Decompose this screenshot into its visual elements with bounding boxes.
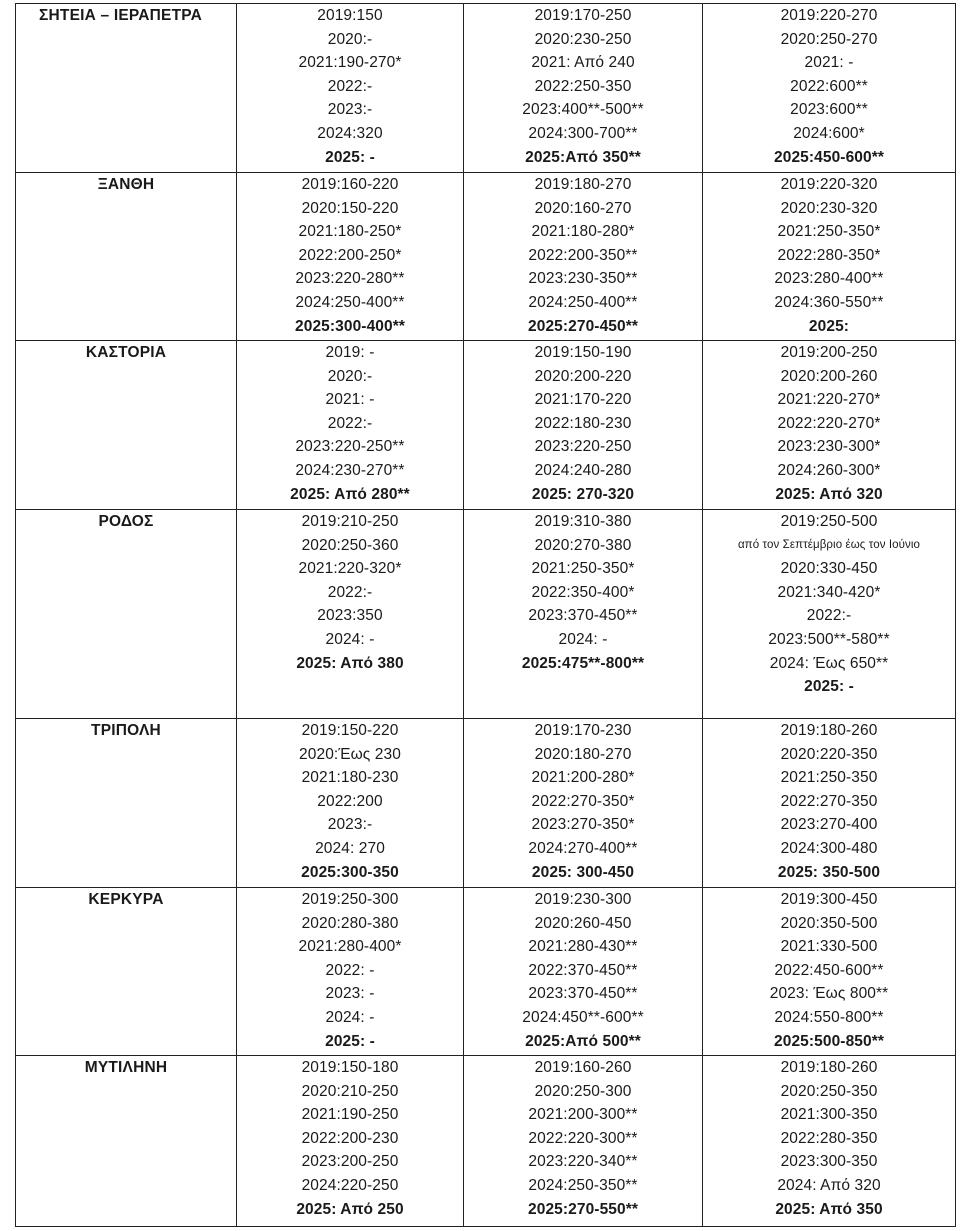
price-line: 2022:- <box>327 77 373 95</box>
price-line: 2024:600* <box>793 124 865 142</box>
price-line: 2019:250-500 <box>780 513 878 530</box>
price-line: 2020:230-250 <box>534 30 632 48</box>
price-line: 2024: Έως 650** <box>769 654 889 672</box>
price-line-2025: 2025: Από 350 <box>775 1200 883 1218</box>
table-row <box>16 341 956 510</box>
price-line-2025: 2025:450-600** <box>774 148 884 166</box>
price-line: 2019:180-260 <box>780 722 878 739</box>
price-line: 2023:300-350 <box>780 1153 878 1171</box>
price-line: 2024:220-250 <box>301 1176 399 1194</box>
price-cell <box>703 888 956 1056</box>
price-line: 2021: Από 240 <box>531 54 635 72</box>
price-line: 2019:180-260 <box>780 1059 878 1076</box>
price-cell <box>237 510 464 719</box>
price-line: 2019:180-270 <box>534 176 632 193</box>
price-line: 2019:150 <box>317 7 383 24</box>
price-line: 2023:400**-500** <box>522 101 644 119</box>
price-cell <box>703 4 956 173</box>
price-line: 2021:220-270* <box>777 391 881 409</box>
price-line-2025: 2025: - <box>325 148 375 166</box>
price-line-2025: 2025:270-450** <box>528 317 638 335</box>
city-name: ΚΑΣΤΟΡΙΑ <box>85 344 167 361</box>
price-line-2025: 2025: Από 250 <box>296 1200 404 1218</box>
table-row <box>16 173 956 341</box>
price-line: 2020:250-360 <box>301 536 399 554</box>
price-line-2025: 2025: <box>808 317 850 335</box>
price-line: 2024: Από 320 <box>777 1176 881 1194</box>
price-line: 2020:330-450 <box>780 560 878 578</box>
price-line: 2021:200-280* <box>531 769 635 787</box>
price-line: 2019:250-300 <box>301 891 399 908</box>
price-line: 2022:280-350* <box>777 246 881 264</box>
price-line: 2023:220-280** <box>295 270 405 288</box>
price-line-2025: 2025:475**-800** <box>521 654 645 672</box>
price-line: 2019:150-220 <box>301 722 399 739</box>
price-cell <box>703 719 956 888</box>
price-line-2025: 2025: Από 380 <box>296 654 404 672</box>
price-line: 2019: - <box>325 344 375 361</box>
price-line: 2020:260-450 <box>534 914 632 932</box>
price-line: 2022:600** <box>790 77 868 95</box>
price-line: 2024: - <box>325 630 375 648</box>
price-line: 2020:220-350 <box>780 745 878 763</box>
table-row <box>16 510 956 719</box>
price-line: 2022:270-350* <box>531 792 635 810</box>
price-line: 2020:270-380 <box>534 536 632 554</box>
price-line: 2022:- <box>327 414 373 432</box>
price-line: 2020:160-270 <box>534 199 632 217</box>
price-line: 2020:150-220 <box>301 199 399 217</box>
price-line: 2019:150-190 <box>534 344 632 361</box>
price-line-2025: 2025: - <box>325 1032 375 1050</box>
price-line: 2019:220-270 <box>780 7 878 24</box>
price-line: 2019:170-230 <box>534 722 632 739</box>
price-line: 2020:230-320 <box>780 199 878 217</box>
price-line-2025: 2025: 350-500 <box>777 863 881 881</box>
price-line: 2021:180-230 <box>301 769 399 787</box>
price-line-2025: 2025:Από 500** <box>525 1032 641 1050</box>
price-cell <box>703 341 956 510</box>
price-line-2025: 2025:300-400** <box>295 317 405 335</box>
price-line: 2022:- <box>327 583 373 601</box>
price-line: 2022:- <box>806 607 852 625</box>
price-line: 2021: - <box>804 54 854 72</box>
city-name: ΡΟΔΟΣ <box>98 513 154 530</box>
price-line: 2020:180-270 <box>534 745 632 763</box>
price-line: 2021:180-250* <box>298 223 402 241</box>
city-cell <box>16 341 237 510</box>
price-line: 2024:250-400** <box>295 293 405 311</box>
price-line: 2021:330-500 <box>780 938 878 956</box>
price-line: 2023:350 <box>317 607 383 625</box>
price-line: 2022:200-250* <box>298 246 402 264</box>
city-cell <box>16 4 237 173</box>
table-row <box>16 4 956 173</box>
price-line: 2024:250-350** <box>528 1176 638 1194</box>
table-row <box>16 719 956 888</box>
price-cell <box>464 719 703 888</box>
price-line: 2024:270-400** <box>528 839 638 857</box>
price-line: 2020:250-350 <box>780 1082 878 1100</box>
price-line: 2020:350-500 <box>780 914 878 932</box>
price-line: 2021:190-270* <box>298 54 402 72</box>
price-line: 2021:220-320* <box>298 560 402 578</box>
price-line: 2024: - <box>558 630 608 648</box>
price-line: 2020:- <box>327 367 373 385</box>
price-line: 2024:550-800** <box>774 1008 884 1026</box>
price-line: 2020:- <box>327 30 373 48</box>
price-line: 2022: - <box>325 961 375 979</box>
price-line: 2024: - <box>325 1008 375 1026</box>
price-line: 2021:280-400* <box>298 938 402 956</box>
price-line: 2022:200 <box>317 792 383 810</box>
price-line: 2021:200-300** <box>528 1106 638 1124</box>
price-line: 2021:250-350* <box>531 560 635 578</box>
price-line: 2021:180-280* <box>531 223 635 241</box>
price-line: 2024:300-700** <box>528 124 638 142</box>
price-line: 2023:220-340** <box>528 1153 638 1171</box>
price-cell <box>237 1056 464 1227</box>
price-line: 2021:250-350* <box>777 223 881 241</box>
price-line-2025: 2025: Από 280** <box>290 485 410 503</box>
price-line: 2019:160-220 <box>301 176 399 193</box>
price-line: 2023:270-350* <box>531 816 635 834</box>
price-line: 2023: - <box>325 985 375 1003</box>
price-line: 2021:190-250 <box>301 1106 399 1124</box>
price-line: 2020:250-270 <box>780 30 878 48</box>
price-cell <box>237 173 464 341</box>
price-line: 2020:200-260 <box>780 367 878 385</box>
price-line: 2024:230-270** <box>295 461 405 479</box>
price-cell <box>464 510 703 719</box>
price-line: 2023:370-450** <box>528 985 638 1003</box>
price-line: 2022:350-400* <box>531 583 635 601</box>
price-line: 2023:- <box>327 101 373 119</box>
price-line: 2023: Έως 800** <box>769 985 889 1003</box>
price-line-2025: 2025:270-550** <box>528 1200 638 1218</box>
price-line: 2024:250-400** <box>528 293 638 311</box>
price-line-2025: 2025: 300-450 <box>531 863 635 881</box>
price-line: 2024:300-480 <box>780 839 878 857</box>
price-line: 2019:150-180 <box>301 1059 399 1076</box>
price-cell <box>237 888 464 1056</box>
city-cell <box>16 719 237 888</box>
price-line: 2022:180-230 <box>534 414 632 432</box>
price-line: 2023:500**-580** <box>768 630 890 648</box>
price-line: 2019:310-380 <box>534 513 632 530</box>
price-cell <box>464 173 703 341</box>
city-name: ΜΥΤΙΛΗΝΗ <box>84 1059 168 1076</box>
price-line-2025: 2025:Από 350** <box>525 148 641 166</box>
price-cell <box>464 4 703 173</box>
price-line: 2019:200-250 <box>780 344 878 361</box>
price-cell <box>464 1056 703 1227</box>
price-line: 2022:450-600** <box>774 961 884 979</box>
price-line: 2022:200-230 <box>301 1129 399 1147</box>
price-line-2025: 2025:300-350 <box>301 863 399 881</box>
price-line: 2022:220-300** <box>528 1129 638 1147</box>
price-line-2025: 2025: Από 320 <box>775 485 883 503</box>
price-line: 2021:300-350 <box>780 1106 878 1124</box>
price-line: 2020:250-300 <box>534 1082 632 1100</box>
season-note: από τον Σεπτέμβριο έως τον Ιούνιο <box>737 538 921 551</box>
price-line: 2022:200-350** <box>528 246 638 264</box>
price-line: 2024:450**-600** <box>522 1008 644 1026</box>
price-cell <box>464 341 703 510</box>
price-line: 2023:600** <box>790 101 868 119</box>
price-line: 2023:280-400** <box>774 270 884 288</box>
price-line: 2021:280-430** <box>528 938 638 956</box>
city-cell <box>16 173 237 341</box>
price-line: 2019:210-250 <box>301 513 399 530</box>
price-line: 2023:230-350** <box>528 270 638 288</box>
price-line: 2019:170-250 <box>534 7 632 24</box>
price-line: 2019:230-300 <box>534 891 632 908</box>
price-line-2025: 2025:500-850** <box>774 1032 884 1050</box>
price-line: 2019:160-260 <box>534 1059 632 1076</box>
price-line-2025: 2025: 270-320 <box>531 485 635 503</box>
city-name: ΣΗΤΕΙΑ – ΙΕΡΑΠΕΤΡΑ <box>39 7 203 24</box>
price-line: 2020:200-220 <box>534 367 632 385</box>
table-row <box>16 1056 956 1227</box>
rent-table <box>15 3 956 1227</box>
price-line: 2021:170-220 <box>534 391 632 409</box>
price-line: 2023:200-250 <box>301 1153 399 1171</box>
price-cell <box>237 341 464 510</box>
price-line: 2022:280-350 <box>780 1129 878 1147</box>
price-line: 2024:360-550** <box>774 293 884 311</box>
price-line: 2022:370-450** <box>528 961 638 979</box>
price-line: 2024:240-280 <box>534 461 632 479</box>
price-line: 2020:210-250 <box>301 1082 399 1100</box>
price-line: 2019:220-320 <box>780 176 878 193</box>
price-cell <box>703 510 956 719</box>
price-cell <box>464 888 703 1056</box>
price-line: 2023:- <box>327 816 373 834</box>
city-name: ΚΕΡΚΥΡΑ <box>88 891 164 908</box>
price-line: 2022:250-350 <box>534 77 632 95</box>
price-line: 2021:250-350 <box>780 769 878 787</box>
price-line: 2021: - <box>325 391 375 409</box>
price-line: 2024: 270 <box>315 839 385 857</box>
price-line: 2023:230-300* <box>777 438 881 456</box>
price-line: 2024:260-300* <box>777 461 881 479</box>
price-line: 2023:220-250 <box>534 438 632 456</box>
city-cell <box>16 888 237 1056</box>
price-line: 2021:340-420* <box>777 583 881 601</box>
price-line: 2023:270-400 <box>780 816 878 834</box>
price-line: 2023:370-450** <box>528 607 638 625</box>
price-line: 2020:280-380 <box>301 914 399 932</box>
price-line: 2024:320 <box>317 124 383 142</box>
table-row <box>16 888 956 1056</box>
price-line: 2022:220-270* <box>777 414 881 432</box>
price-cell <box>237 4 464 173</box>
price-line: 2022:270-350 <box>780 792 878 810</box>
price-line: 2019:300-450 <box>780 891 878 908</box>
city-cell <box>16 1056 237 1227</box>
price-line: 2023:220-250** <box>295 438 405 456</box>
city-name: ΤΡΙΠΟΛΗ <box>91 722 161 739</box>
price-line-2025: 2025: - <box>804 678 854 696</box>
price-cell <box>703 1056 956 1227</box>
city-cell <box>16 510 237 719</box>
price-line: 2020:Έως 230 <box>299 745 401 763</box>
price-cell <box>703 173 956 341</box>
price-cell <box>237 719 464 888</box>
city-name: ΞΑΝΘΗ <box>97 176 155 193</box>
